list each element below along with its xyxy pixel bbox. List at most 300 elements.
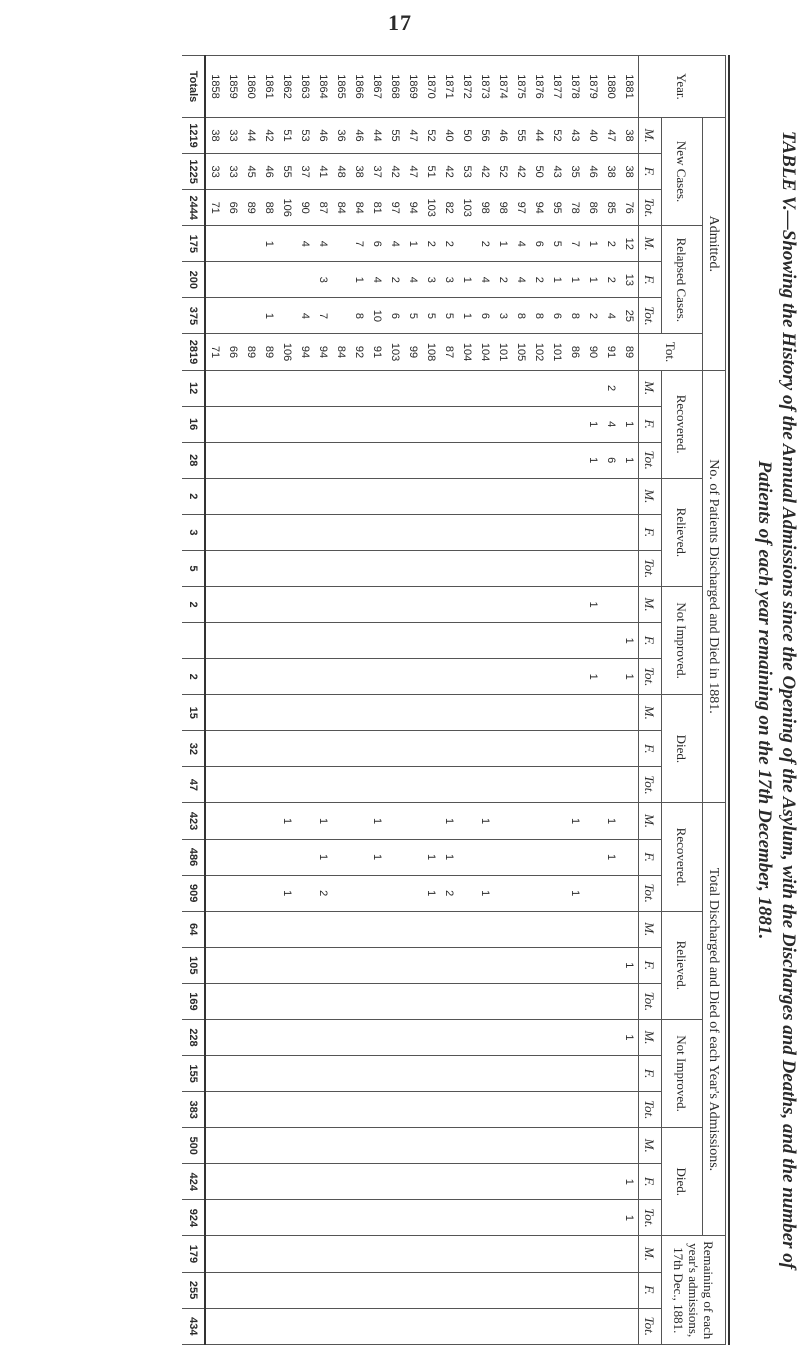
table-cell — [458, 875, 476, 911]
table-cell — [278, 1092, 296, 1128]
table-cell: 1 — [368, 839, 386, 875]
table-cell — [476, 1128, 494, 1164]
relieved-1881-header: Relieved. — [662, 478, 703, 586]
table-cell — [368, 983, 386, 1019]
table-cell — [242, 370, 260, 406]
table-cell — [368, 623, 386, 659]
table-cell — [548, 1056, 566, 1092]
table-cell — [476, 587, 494, 623]
table-cell — [368, 1056, 386, 1092]
table-cell — [278, 1200, 296, 1236]
table-cell — [404, 623, 422, 659]
table-cell — [440, 695, 458, 731]
table-row — [332, 56, 350, 1345]
table-cell — [404, 947, 422, 983]
table-cell — [242, 947, 260, 983]
table-cell — [224, 1200, 242, 1236]
table-cell — [332, 731, 350, 767]
table-cell: 12 — [620, 226, 639, 262]
table-cell — [566, 406, 584, 442]
table-cell: 1 — [620, 659, 639, 695]
table-cell — [422, 478, 440, 514]
table-cell — [205, 1200, 224, 1236]
table-cell — [548, 695, 566, 731]
table-cell — [278, 550, 296, 586]
table-cell — [314, 370, 332, 406]
table-cell: 6 — [602, 442, 620, 478]
table-cell — [260, 839, 278, 875]
total-cell: 12 — [182, 370, 205, 406]
sex-header-f: F. — [639, 731, 662, 767]
table-cell — [584, 1019, 602, 1055]
table-cell: 84 — [350, 190, 368, 226]
table-cell — [205, 1164, 224, 1200]
table-cell — [224, 1128, 242, 1164]
table-cell — [278, 1236, 296, 1272]
table-cell — [512, 1200, 530, 1236]
table-cell: 56 — [476, 118, 494, 154]
table-cell — [260, 406, 278, 442]
table-cell — [332, 1019, 350, 1055]
table-cell — [296, 731, 314, 767]
table-cell — [368, 695, 386, 731]
table-cell — [494, 1128, 512, 1164]
year-cell: 1881 — [620, 56, 639, 118]
table-cell — [205, 947, 224, 983]
table-cell — [620, 478, 639, 514]
table-cell — [296, 1164, 314, 1200]
table-cell — [242, 1092, 260, 1128]
table-cell — [205, 983, 224, 1019]
table-cell — [602, 478, 620, 514]
total-cell: 15 — [182, 695, 205, 731]
table-cell — [368, 406, 386, 442]
table-cell — [404, 442, 422, 478]
table-cell: 87 — [314, 190, 332, 226]
table-cell — [224, 1308, 242, 1344]
table-cell — [205, 695, 224, 731]
table-cell — [530, 911, 548, 947]
table-cell — [476, 1092, 494, 1128]
sex-header-m: M. — [639, 587, 662, 623]
table-cell — [530, 442, 548, 478]
table-row — [386, 56, 404, 1345]
sex-header-f: F. — [639, 1272, 662, 1308]
table-cell: 1 — [278, 803, 296, 839]
table-cell — [314, 1092, 332, 1128]
table-cell — [458, 983, 476, 1019]
table-cell: 103 — [422, 190, 440, 226]
sex-header-m: M. — [639, 695, 662, 731]
year-cell: 1864 — [314, 56, 332, 118]
table-row — [548, 56, 566, 1345]
table-cell — [350, 1272, 368, 1308]
table-cell — [205, 550, 224, 586]
table-cell — [602, 731, 620, 767]
total-cell: 16 — [182, 406, 205, 442]
table-cell — [548, 550, 566, 586]
table-cell — [566, 1019, 584, 1055]
table-cell — [530, 695, 548, 731]
table-cell — [620, 767, 639, 803]
table-cell: 84 — [332, 334, 350, 370]
table-cell — [314, 478, 332, 514]
table-cell — [458, 370, 476, 406]
table-row — [404, 56, 422, 1345]
table-cell: 101 — [548, 334, 566, 370]
totals-label: Totals — [182, 56, 205, 118]
table-cell — [350, 911, 368, 947]
table-cell: 97 — [386, 190, 404, 226]
table-cell — [404, 1092, 422, 1128]
table-cell — [314, 550, 332, 586]
table-cell: 108 — [422, 334, 440, 370]
table-cell — [458, 478, 476, 514]
table-cell: 1 — [350, 262, 368, 298]
table-cell: 44 — [242, 118, 260, 154]
table-cell: 53 — [458, 154, 476, 190]
table-cell — [278, 478, 296, 514]
table-cell: 105 — [512, 334, 530, 370]
table-cell — [566, 1128, 584, 1164]
table-cell — [512, 1128, 530, 1164]
table-cell — [242, 550, 260, 586]
sex-header-f: F. — [639, 839, 662, 875]
table-cell — [224, 1092, 242, 1128]
table-cell — [260, 1164, 278, 1200]
table-cell — [476, 767, 494, 803]
table-cell: 10 — [368, 298, 386, 334]
sex-header-m: M. — [639, 370, 662, 406]
table-cell — [278, 1272, 296, 1308]
table-cell — [368, 442, 386, 478]
table-cell: 1 — [620, 406, 639, 442]
table-cell — [458, 1092, 476, 1128]
table-row — [494, 56, 512, 1345]
table-cell: 2 — [602, 226, 620, 262]
table-cell — [530, 767, 548, 803]
table-cell: 4 — [476, 262, 494, 298]
sex-header-m: M. — [639, 1128, 662, 1164]
table-cell — [512, 623, 530, 659]
table-cell — [350, 983, 368, 1019]
table-cell — [440, 1272, 458, 1308]
table-cell — [296, 406, 314, 442]
table-cell: 2 — [422, 226, 440, 262]
table-cell: 82 — [440, 190, 458, 226]
table-cell: 52 — [548, 118, 566, 154]
table-cell — [278, 370, 296, 406]
table-cell — [205, 226, 224, 262]
table-cell — [602, 659, 620, 695]
table-cell: 1 — [620, 1200, 639, 1236]
table-cell — [602, 1308, 620, 1344]
table-cell — [205, 1019, 224, 1055]
table-cell — [314, 406, 332, 442]
table-cell: 78 — [566, 190, 584, 226]
table-cell — [278, 1128, 296, 1164]
table-cell: 98 — [494, 190, 512, 226]
remaining-header: Remaining of each year's admissions, 17th Dec., 1881. — [662, 1236, 726, 1345]
table-cell — [386, 731, 404, 767]
table-cell — [404, 839, 422, 875]
table-cell — [314, 1308, 332, 1344]
table-cell — [260, 659, 278, 695]
table-cell — [620, 1092, 639, 1128]
table-cell — [242, 298, 260, 334]
table-cell — [548, 478, 566, 514]
year-cell: 1877 — [548, 56, 566, 118]
table-cell — [224, 1164, 242, 1200]
table-cell — [566, 947, 584, 983]
table-cell: 53 — [296, 118, 314, 154]
table-cell — [602, 1164, 620, 1200]
total-cell: 486 — [182, 839, 205, 875]
table-row — [476, 56, 494, 1345]
total-cell: 169 — [182, 983, 205, 1019]
table-cell: 42 — [386, 154, 404, 190]
sex-header-m: M. — [639, 803, 662, 839]
table-cell — [422, 1056, 440, 1092]
table-cell — [584, 1236, 602, 1272]
table-cell: 46 — [314, 118, 332, 154]
table-cell — [242, 1128, 260, 1164]
table-cell — [458, 1128, 476, 1164]
table-cell — [332, 839, 350, 875]
table-cell: 104 — [458, 334, 476, 370]
table-cell: 42 — [512, 154, 530, 190]
table-cell — [205, 1308, 224, 1344]
table-cell — [494, 1056, 512, 1092]
table-row — [602, 56, 620, 1345]
table-cell — [458, 406, 476, 442]
table-cell: 35 — [566, 154, 584, 190]
table-cell: 4 — [602, 406, 620, 442]
table-cell — [296, 875, 314, 911]
table-cell: 1 — [476, 875, 494, 911]
table-cell: 1 — [602, 839, 620, 875]
table-cell — [386, 1308, 404, 1344]
table-cell: 8 — [566, 298, 584, 334]
table-cell — [512, 1164, 530, 1200]
table-cell — [494, 659, 512, 695]
table-cell — [242, 1200, 260, 1236]
table-cell — [620, 550, 639, 586]
table-cell: 6 — [368, 226, 386, 262]
table-cell — [242, 1056, 260, 1092]
table-cell: 102 — [530, 334, 548, 370]
table-cell — [476, 442, 494, 478]
table-cell — [458, 550, 476, 586]
total-cell: 155 — [182, 1056, 205, 1092]
table-cell — [566, 659, 584, 695]
table-cell — [386, 875, 404, 911]
table-cell — [494, 947, 512, 983]
table-cell: 3 — [314, 262, 332, 298]
table-cell — [494, 767, 512, 803]
table-cell: 6 — [386, 298, 404, 334]
table-cell — [602, 1019, 620, 1055]
table-cell — [278, 587, 296, 623]
table-cell — [332, 1056, 350, 1092]
table-cell — [260, 442, 278, 478]
table-cell — [458, 226, 476, 262]
table-cell — [242, 478, 260, 514]
rotated-table-page — [100, 55, 800, 1345]
table-cell: 55 — [512, 118, 530, 154]
table-cell — [332, 695, 350, 731]
table-cell: 51 — [422, 154, 440, 190]
table-cell — [566, 514, 584, 550]
table-cell — [404, 370, 422, 406]
table-cell — [205, 406, 224, 442]
table-cell — [566, 983, 584, 1019]
table-cell — [458, 587, 476, 623]
table-cell — [476, 1308, 494, 1344]
table-cell — [620, 803, 639, 839]
table-cell — [332, 1200, 350, 1236]
table-cell — [422, 767, 440, 803]
table-cell — [458, 1272, 476, 1308]
table-cell — [494, 1236, 512, 1272]
table-cell: 1 — [422, 839, 440, 875]
table-cell — [404, 550, 422, 586]
year-cell: 1880 — [602, 56, 620, 118]
table-cell — [458, 514, 476, 550]
table-cell: 88 — [260, 190, 278, 226]
table-cell — [278, 1164, 296, 1200]
table-cell — [458, 659, 476, 695]
table-cell — [422, 1019, 440, 1055]
table-cell — [548, 1200, 566, 1236]
table-cell — [584, 514, 602, 550]
table-cell — [530, 659, 548, 695]
total-cell: 909 — [182, 875, 205, 911]
recovered-1881-header: Recovered. — [662, 370, 703, 478]
table-cell — [278, 695, 296, 731]
table-cell — [314, 695, 332, 731]
table-cell — [386, 659, 404, 695]
table-cell — [350, 1128, 368, 1164]
table-cell — [242, 1236, 260, 1272]
table-cell: 8 — [530, 298, 548, 334]
table-cell — [548, 1308, 566, 1344]
table-cell: 99 — [404, 334, 422, 370]
table-cell — [602, 947, 620, 983]
table-cell — [422, 911, 440, 947]
table-cell — [350, 478, 368, 514]
table-cell — [278, 767, 296, 803]
table-cell — [566, 839, 584, 875]
table-cell — [332, 1308, 350, 1344]
sex-header-f: F. — [639, 947, 662, 983]
table-cell — [458, 911, 476, 947]
table-cell — [260, 514, 278, 550]
table-cell — [404, 1164, 422, 1200]
table-cell — [205, 370, 224, 406]
table-cell — [404, 406, 422, 442]
table-cell — [224, 983, 242, 1019]
table-cell — [404, 587, 422, 623]
table-cell — [584, 983, 602, 1019]
table-cell — [260, 550, 278, 586]
year-cell: 1875 — [512, 56, 530, 118]
table-cell — [548, 370, 566, 406]
table-cell: 1 — [476, 803, 494, 839]
table-cell — [620, 911, 639, 947]
table-cell: 1 — [314, 803, 332, 839]
table-cell: 1 — [368, 803, 386, 839]
table-cell — [368, 550, 386, 586]
table-cell — [368, 911, 386, 947]
year-header: Year. — [639, 56, 726, 118]
table-cell: 1 — [584, 442, 602, 478]
table-cell — [422, 1164, 440, 1200]
table-cell: 1 — [260, 298, 278, 334]
table-cell: 43 — [548, 154, 566, 190]
table-cell — [242, 1019, 260, 1055]
table-cell — [260, 1092, 278, 1128]
table-cell — [332, 1092, 350, 1128]
table-cell — [584, 1200, 602, 1236]
table-cell — [584, 1272, 602, 1308]
table-cell — [205, 587, 224, 623]
table-caption — [732, 55, 800, 1345]
table-cell — [205, 839, 224, 875]
table-cell — [548, 442, 566, 478]
table-cell — [602, 1200, 620, 1236]
table-cell — [476, 731, 494, 767]
year-cell: 1876 — [530, 56, 548, 118]
table-cell — [332, 370, 350, 406]
table-cell — [350, 1236, 368, 1272]
table-cell — [440, 623, 458, 659]
table-cell — [386, 983, 404, 1019]
sex-header-f: F. — [639, 1056, 662, 1092]
table-cell — [602, 1128, 620, 1164]
table-cell — [440, 1308, 458, 1344]
table-cell — [278, 623, 296, 659]
table-cell — [494, 370, 512, 406]
table-cell: 1 — [440, 803, 458, 839]
table-cell: 1 — [260, 226, 278, 262]
table-cell — [386, 839, 404, 875]
table-cell — [368, 370, 386, 406]
table-cell — [512, 478, 530, 514]
table-cell: 104 — [476, 334, 494, 370]
table-cell: 33 — [224, 118, 242, 154]
table-cell: 103 — [386, 334, 404, 370]
table-cell — [422, 947, 440, 983]
table-cell: 101 — [494, 334, 512, 370]
table-cell: 91 — [368, 334, 386, 370]
table-cell — [458, 947, 476, 983]
table-cell — [602, 550, 620, 586]
total-cell: 64 — [182, 911, 205, 947]
sex-header-f: F. — [639, 623, 662, 659]
table-row — [566, 56, 584, 1345]
table-cell: 92 — [350, 334, 368, 370]
table-cell — [440, 1200, 458, 1236]
table-cell: 38 — [602, 154, 620, 190]
total-cell: 2 — [182, 659, 205, 695]
table-row — [584, 56, 602, 1345]
table-cell — [404, 1056, 422, 1092]
table-cell — [512, 514, 530, 550]
table-cell — [386, 514, 404, 550]
relieved-total-header: Relieved. — [662, 911, 703, 1019]
table-cell — [296, 1200, 314, 1236]
